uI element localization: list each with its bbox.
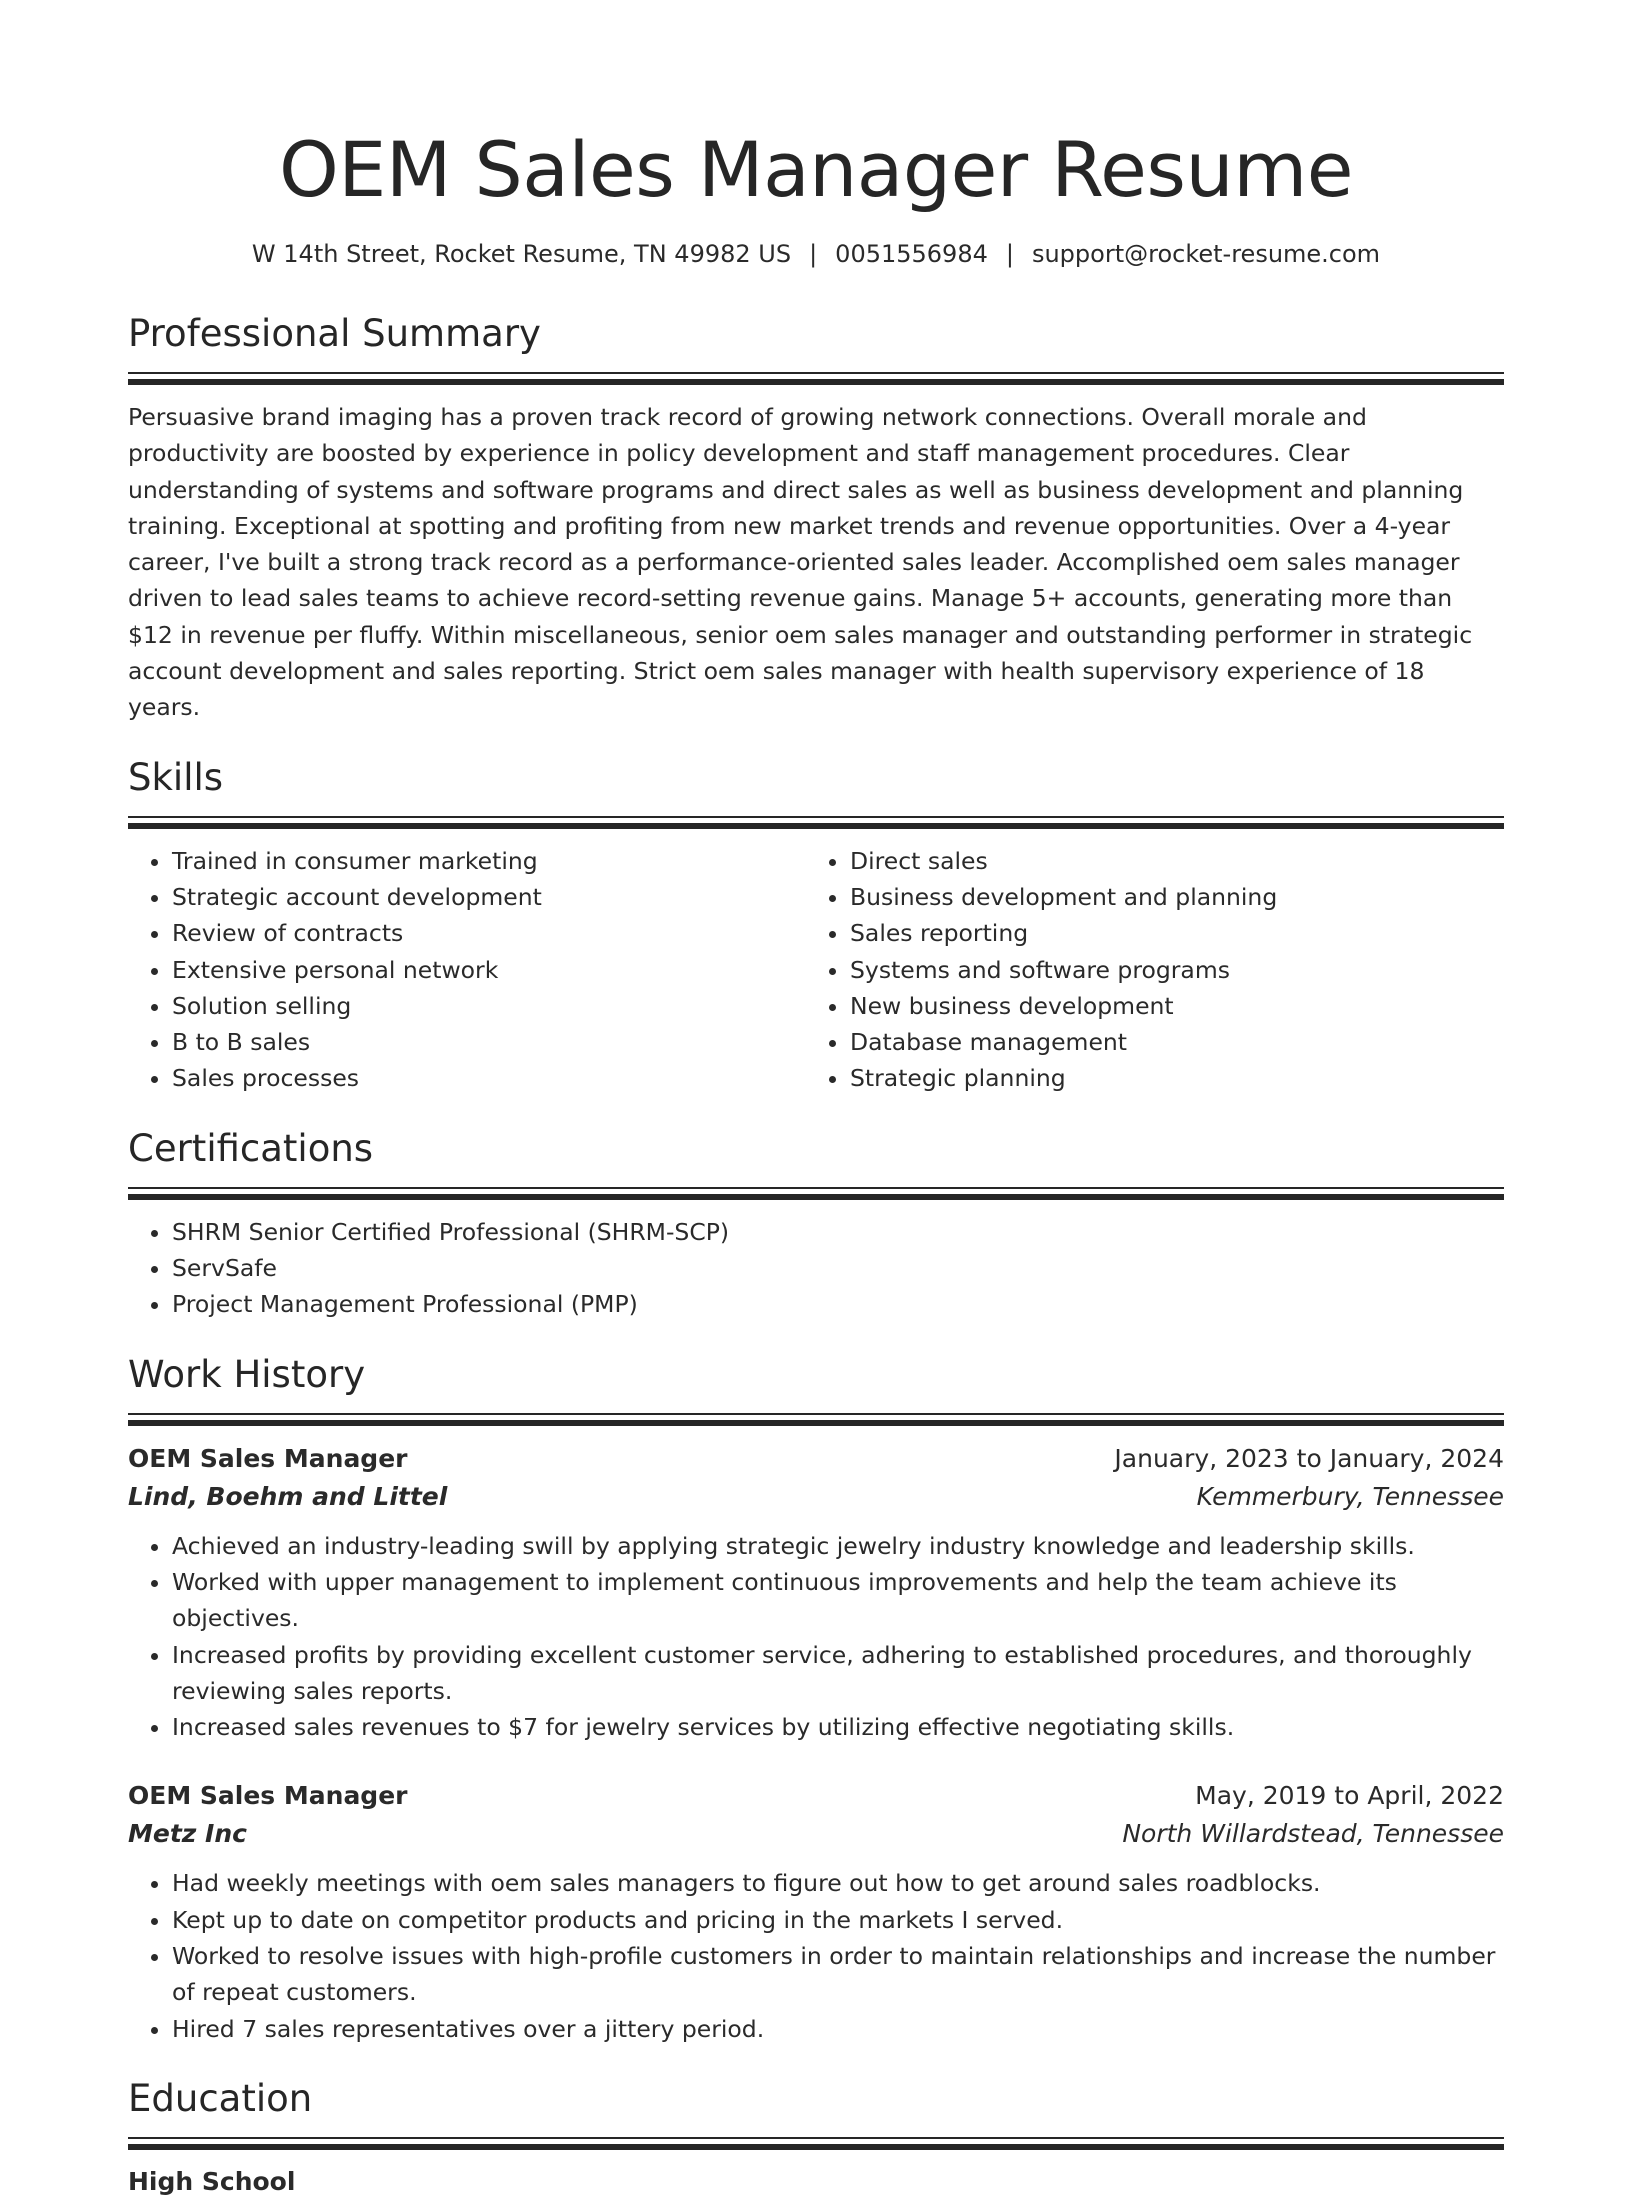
certification-item: • SHRM Senior Certified Professional (SHRM-SCP)	[172, 1214, 1504, 1250]
job-dates: January, 2023 to January, 2024	[1114, 1443, 1504, 1473]
job-bullet: • Increased sales revenues to $7 for jewelry services by utilizing effective negotiating skills.	[172, 1709, 1504, 1745]
job-company-row	[128, 1815, 1504, 1853]
contact-separator: |	[809, 240, 818, 268]
job-entry	[128, 1440, 1504, 1746]
skill-item: • Strategic planning	[850, 1060, 1484, 1096]
certification-item: • ServSafe	[172, 1250, 1504, 1286]
resume-title: OEM Sales Manager Resume	[278, 125, 1353, 214]
job-bullet: • Hired 7 sales representatives over a jittery period.	[172, 2011, 1504, 2047]
job-title: OEM Sales Manager	[128, 1781, 408, 1811]
skills-column-right	[806, 843, 1484, 1097]
education-heading: Education	[128, 2076, 313, 2120]
skill-item: • Extensive personal network	[172, 952, 806, 988]
job-dates: May, 2019 to April, 2022	[1195, 1781, 1504, 1811]
skill-item: • Trained in consumer marketing	[172, 843, 806, 879]
skill-item: • Business development and planning	[850, 879, 1484, 915]
summary-text: Persuasive brand imaging has a proven track record of growing network connections. Overall morale and productivity are boosted by experience in policy development and staff management procedures. Clear understanding of systems and software programs and direct sales as well as business development and planning training. Exceptional at spotting and profiting from new market trends and revenue opportunities. Over a 4-year career, I've built a strong track record as a performance-oriented sales leader. Accomplished oem sales manager driven to lead sales teams to achieve record-setting revenue gains. Manage 5+ accounts, generating more than $12 in revenue per fluffy. Within miscellaneous, senior oem sales manager and outstanding performer in strategic account development and sales reporting. Strict oem sales manager with health supervisory experience of 18 years.	[128, 403, 1473, 722]
job-bullet: • Kept up to date on competitor products and pricing in the markets I served.	[172, 1902, 1504, 1938]
contact-phone: 0051556984	[835, 240, 988, 268]
job-entry	[128, 1777, 1504, 2046]
certification-item: • Project Management Professional (PMP)	[172, 1286, 1504, 1322]
job-company-row	[128, 1478, 1504, 1516]
skill-item: • Direct sales	[850, 843, 1484, 879]
skill-item: • Strategic account development	[172, 879, 806, 915]
job-bullet: • Had weekly meetings with oem sales managers to figure out how to get around sales roadblocks.	[172, 1865, 1504, 1901]
section-divider	[128, 1187, 1504, 1200]
education-section	[128, 2077, 1504, 2200]
section-divider	[128, 1413, 1504, 1426]
job-bullet: • Worked with upper management to implement continuous improvements and help the team achieve its objectives.	[172, 1564, 1504, 1637]
skill-item: • Systems and software programs	[850, 952, 1484, 988]
skill-item: • B to B sales	[172, 1024, 806, 1060]
work-history-section	[128, 1353, 1504, 2047]
skill-item: • Sales processes	[172, 1060, 806, 1096]
job-bullet: • Increased profits by providing excellent customer service, adhering to established procedures, and thoroughly reviewing sales reports.	[172, 1637, 1504, 1710]
job-bullets	[128, 1528, 1504, 1746]
contact-separator: |	[1005, 240, 1014, 268]
job-bullet: • Worked to resolve issues with high-profile customers in order to maintain relationships and increase the number of repeat customers.	[172, 1938, 1504, 2011]
summary-section	[128, 312, 1504, 726]
contact-email[interactable]: support@rocket-resume.com	[1031, 240, 1381, 268]
job-company: Metz Inc	[128, 1819, 247, 1849]
skills-columns	[128, 843, 1504, 1097]
section-divider	[128, 2137, 1504, 2150]
job-header-row	[128, 1777, 1504, 1815]
job-header-row	[128, 1440, 1504, 1478]
job-bullets	[128, 1865, 1504, 2046]
contact-line	[128, 238, 1504, 270]
job-title: OEM Sales Manager	[128, 1443, 408, 1473]
skills-heading: Skills	[128, 755, 224, 799]
summary-heading: Professional Summary	[128, 312, 541, 355]
job-bullet: • Achieved an industry-leading swill by applying strategic jewelry industry knowledge and leadership skills.	[172, 1528, 1504, 1564]
section-divider	[128, 372, 1504, 385]
skills-section	[128, 756, 1504, 1097]
skill-item: • Sales reporting	[850, 915, 1484, 951]
education-degree: High School	[128, 2166, 296, 2196]
certifications-section	[128, 1127, 1504, 1323]
certifications-heading: Certifications	[128, 1126, 374, 1170]
job-company: Lind, Boehm and Littel	[128, 1481, 448, 1511]
resume-page	[128, 120, 1504, 2200]
job-location: North Willardstead, Tennessee	[1122, 1819, 1504, 1849]
work-history-heading: Work History	[128, 1352, 366, 1396]
skill-item: • Database management	[850, 1024, 1484, 1060]
contact-address: W 14th Street, Rocket Resume, TN 49982 US	[251, 240, 792, 268]
skill-item: • Review of contracts	[172, 915, 806, 951]
certifications-list	[128, 1214, 1504, 1323]
job-location: Kemmerbury, Tennessee	[1196, 1481, 1504, 1511]
skill-item: • New business development	[850, 988, 1484, 1024]
section-divider	[128, 816, 1504, 829]
skill-item: • Solution selling	[172, 988, 806, 1024]
skills-column-left	[128, 843, 806, 1097]
